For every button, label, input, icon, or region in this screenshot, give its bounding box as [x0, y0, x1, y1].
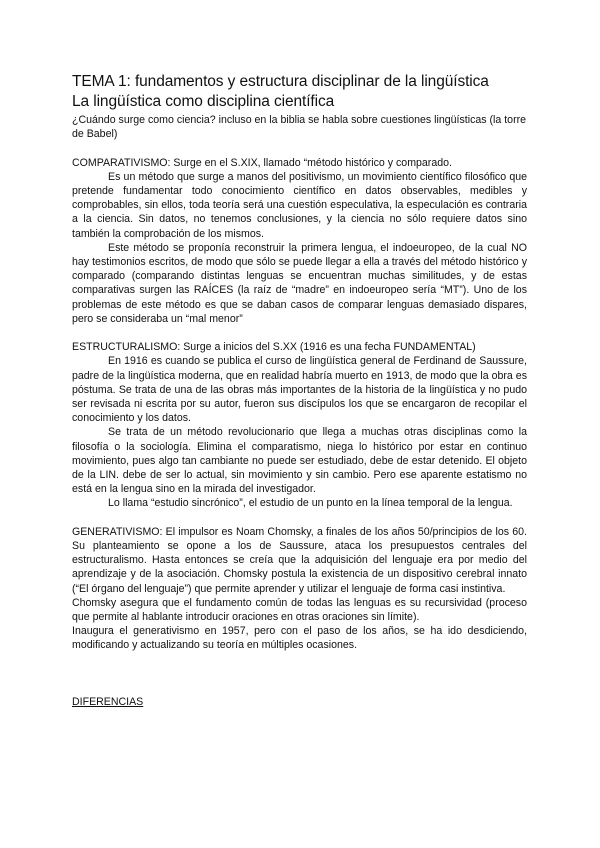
paragraph: Inaugura el generativismo en 1957, pero con el paso de los años, se ha ido desdiciendo, modificando y actualizando su teoría en múltiples ocasiones. [72, 625, 527, 652]
paragraph: Es un método que surge a manos del positivismo, un movimiento científico filosófico que pretende fundamentar todo conocimiento científico en datos observables, medibles y comprobables, sin ellos, toda teoría será una cuestión especulativa, la especulación es contraria a la ciencia. Sin datos, no tenemos conclusiones, y la ciencia no sólo requiere datos sino también la comprobación de los mismos. [72, 170, 527, 240]
paragraph: Lo llama “estudio sincrónico”, el estudio de un punto en la línea temporal de la lengua. [108, 497, 513, 510]
section-heading-line: COMPARATIVISMO: Surge en el S.XIX, llamado “método histórico y comparado. [72, 156, 452, 169]
document-body [72, 72, 527, 709]
document-subtitle: La lingüística como disciplina científica [72, 93, 335, 110]
section-heading-paragraph: GENERATIVISMO: El impulsor es Noam Chomsky, a finales de los años 50/principios de los 60. Su planteamiento se opone a los de Saussure, ataca los presupuestos centrales del estructuralismo. Hasta entonces se creía que la adquisición del lenguaje era por medio del aprendizaje y de la asociación. Chomsky postula la existencia de un dispositivo cerebral innato (“El órgano del lenguaje”) que permite aprender y utilizar el lenguaje de forma casi instintiva. [72, 525, 527, 595]
section-generativismo [72, 525, 527, 653]
paragraph: Se trata de un método revolucionario que llega a muchas otras disciplinas como la filosofía o la sociología. Elimina el comparatismo, niega lo histórico por estar en continuo movimiento, pues algo tan cambiante no puede ser estudiado, debe de estar detenido. El objeto de la LIN. debe de ser lo actual, sin movimiento y sin cambio. Pero ese aparente estatismo no está en la lengua sino en la mirada del investigador. [72, 426, 527, 496]
document-title: TEMA 1: fundamentos y estructura disciplinar de la lingüística [72, 73, 489, 90]
section-heading-line: ESTRUCTURALISMO: Surge a inicios del S.XX (1916 es una fecha FUNDAMENTAL) [72, 341, 476, 354]
diferencias-heading: DIFERENCIAS [72, 695, 144, 708]
intro-paragraph: ¿Cuándo surge como ciencia? incluso en la biblia se habla sobre cuestiones lingüísticas (la torre de Babel) [72, 114, 527, 141]
paragraph: Este método se proponía reconstruir la primera lengua, el indoeuropeo, de la cual NO hay testimonios escritos, de modo que sólo se puede llegar a ella a través del método histórico y comparado (comparando distintas lenguas se encuentran muchas similitudes, y de estas comparativas surgen las RAÍCES (la raíz de “madre” en indoeuropeo sería “MT”). Uno de los problemas de este método es que se daban casos de comparar lenguas demasiado dispares, pero se consideraba un “mal menor” [72, 241, 527, 325]
section-comparativismo [72, 156, 527, 326]
section-estructuralismo [72, 340, 527, 510]
paragraph: Chomsky asegura que el fundamento común de todas las lenguas es su recursividad (proceso que permite al hablante introducir oraciones en otras oraciones sin límite). [72, 596, 527, 624]
paragraph: En 1916 es cuando se publica el curso de lingüística general de Ferdinand de Saussure, padre de la lingüística moderna, que en realidad habría muerto en 1913, de modo que la obra es póstuma. Se trata de una de las obras más importantes de la historia de la lingüística y no pudo ser revisada ni escrita por su autor, fueron sus discípulos los que se encargaron de recopilar el conocimiento y los datos. [72, 355, 527, 425]
